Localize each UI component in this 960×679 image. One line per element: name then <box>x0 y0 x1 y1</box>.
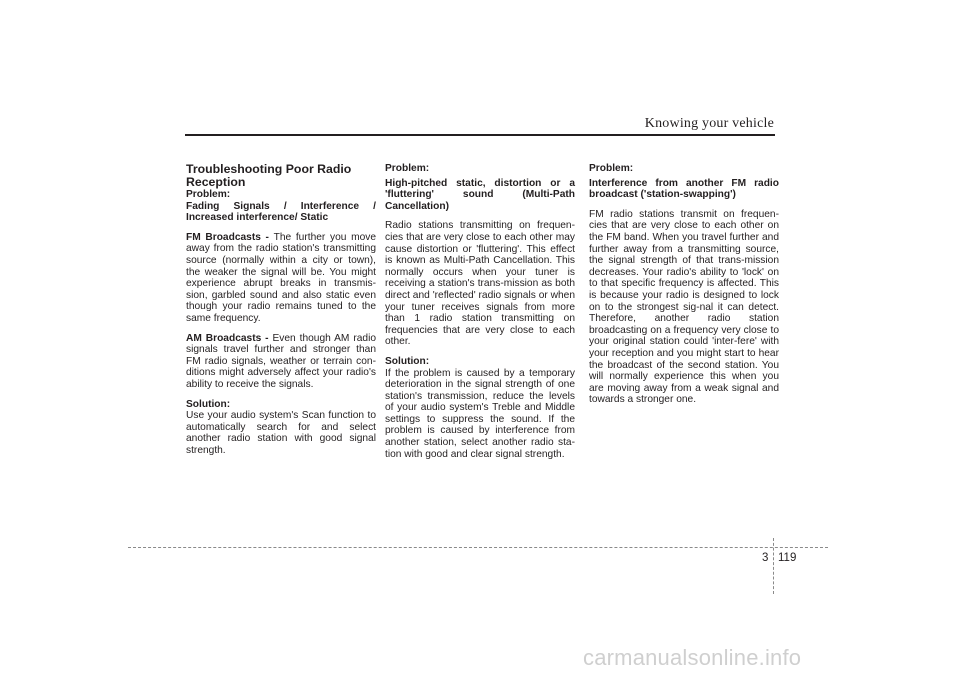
chapter-number: 3 <box>762 552 769 564</box>
section-header-title: Knowing your vehicle <box>644 116 774 131</box>
page-number: 119 <box>778 552 797 564</box>
problem-label: Problem: <box>385 163 430 174</box>
watermark: carmanualsonline.info <box>583 645 802 670</box>
body-text: FM radio stations transmit on frequen-cies that are very close to each other on the FM band. When you travel further and further away from a transmitting source, the signal strength of that trans-mission decreases. Your radio's ability to 'lock' on to that specific frequency is affected. This is because your radio is designed to lock on to the strongest sig-nal it can detect. Therefore, another radio station broadcasting on a frequency very close to your original station could 'inter-fere' with your reception and you might start to hear the broadcast of the second station. You will normally experience this when you are moving away from a weak signal and towards a stronger one. <box>589 208 779 406</box>
solution-label: Solution: <box>186 398 231 410</box>
solution-text: Use your audio system's Scan function to automatically search for and select another radio station with good signal strength. <box>186 410 376 456</box>
am-text: Even though AM radio signals travel further and stronger than FM radio signals, weather or terrain con-ditions might adversely affect your radio's ability to receive the signals. <box>186 332 376 390</box>
am-label: AM Broadcasts - <box>186 332 273 344</box>
fm-paragraph <box>186 232 376 325</box>
problem-text: Interference from another FM radio broadcast ('station-swapping') <box>589 177 779 201</box>
column-2 <box>385 163 575 460</box>
fm-text: The further you move away from the radio station's transmitting source (normally within a city or town), the weaker the signal will be. You might experience abrupt breaks in transmis-sion, garbled sound and also static even though your radio remains tuned to the same frequency. <box>186 231 376 324</box>
problem-text: High-pitched static, distortion or a 'fluttering' sound (Multi-Path Cancellation) <box>385 177 575 212</box>
column-3 <box>589 163 779 406</box>
column-1 <box>186 163 376 456</box>
problem-label: Problem: <box>186 189 231 200</box>
solution-text: If the problem is caused by a temporary deterioration in the signal strength of one station's transmission, reduce the levels of your audio system's Treble and Middle settings to suppress the sound. If the problem is caused by interference from another station, select another radio sta-tion with good and clear signal strength. <box>385 367 575 460</box>
section-title: Troubleshooting Poor Radio Reception <box>186 162 352 189</box>
header-rule <box>185 134 775 136</box>
fm-label: FM Broadcasts - <box>186 231 274 243</box>
problem-text: Fading Signals / Interference / Increased interference/ Static <box>186 200 376 224</box>
am-paragraph <box>186 333 376 391</box>
solution-label: Solution: <box>385 355 430 367</box>
footer-vertical-rule <box>773 538 774 594</box>
body-text: Radio stations transmitting on frequen-cies that are very close to each other may cause distortion or 'fluttering'. This effect is known as Multi-Path Cancellation. This normally occurs when your tuner is receiving a station's trans-mission as both direct and 'reflected' radio signals or when your tuner receives signals from more than 1 radio station transmitting on frequencies that are very close to each other. <box>385 220 575 348</box>
footer-dashed-rule <box>128 547 828 548</box>
problem-label: Problem: <box>589 163 634 174</box>
